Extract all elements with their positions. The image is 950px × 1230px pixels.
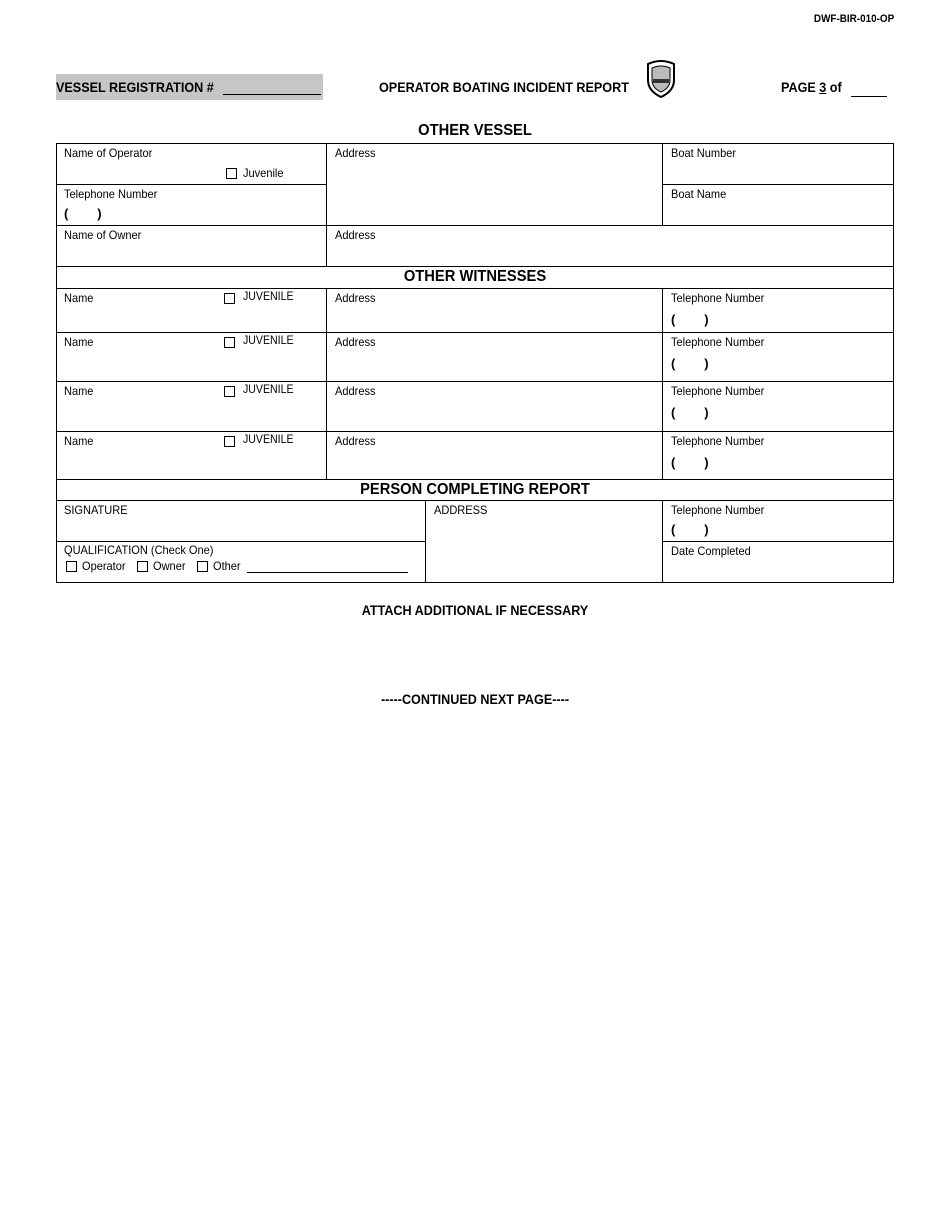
of-label: of <box>829 79 842 95</box>
witness-address-field[interactable] <box>326 332 663 382</box>
witness-juvenile-label: JUVENILE <box>243 434 294 446</box>
page-label: PAGE <box>781 79 816 95</box>
boat-number-field[interactable] <box>662 143 894 185</box>
other-witnesses-heading: OTHER WITNESSES <box>403 268 547 285</box>
phone-parens: ( ) <box>671 356 709 371</box>
witness-address-field[interactable] <box>326 381 663 432</box>
witness-telephone-label: Telephone Number <box>671 335 765 349</box>
other-witnesses-heading-row <box>56 266 894 289</box>
boat-name-label: Boat Name <box>671 187 727 201</box>
witness-telephone-label: Telephone Number <box>671 291 765 305</box>
person-completing-heading: PERSON COMPLETING REPORT <box>360 481 590 498</box>
owner-option-label: Owner <box>153 559 186 573</box>
witness-name-field[interactable] <box>56 431 327 480</box>
witness-address-label: Address <box>335 434 376 448</box>
form-id: DWF-BIR-010-OP <box>813 13 894 25</box>
witness-address-label: Address <box>335 335 376 349</box>
operator-name-label: Name of Operator <box>64 146 153 160</box>
witness-address-label: Address <box>335 384 376 398</box>
report-title: OPERATOR BOATING INCIDENT REPORT <box>379 79 629 95</box>
witness-juvenile-checkbox[interactable] <box>224 436 235 447</box>
owner-name-label: Name of Owner <box>64 228 142 242</box>
witness-address-field[interactable] <box>326 288 663 333</box>
date-completed-label: Date Completed <box>671 544 751 558</box>
registration-blank <box>223 94 321 95</box>
vessel-registration-field[interactable] <box>56 74 323 100</box>
other-vessel-heading: OTHER VESSEL <box>418 122 532 139</box>
phone-parens: ( ) <box>671 405 709 420</box>
owner-checkbox[interactable] <box>137 561 148 572</box>
witness-name-field[interactable] <box>56 381 327 432</box>
completer-address-label: ADDRESS <box>434 503 488 517</box>
witness-juvenile-checkbox[interactable] <box>224 337 235 348</box>
signature-field[interactable] <box>56 500 426 542</box>
juvenile-label: Juvenile <box>243 166 284 180</box>
witness-telephone-label: Telephone Number <box>671 384 765 398</box>
witness-name-field[interactable] <box>56 332 327 382</box>
completer-telephone-field[interactable] <box>662 500 894 542</box>
attach-note: ATTACH ADDITIONAL IF NECESSARY <box>361 602 589 618</box>
witness-telephone-label: Telephone Number <box>671 434 765 448</box>
juvenile-checkbox[interactable] <box>226 168 237 179</box>
agency-seal-logo <box>645 60 677 98</box>
witness-telephone-field[interactable] <box>662 381 894 432</box>
address-label: Address <box>335 146 376 160</box>
page-number: 3 <box>819 79 827 95</box>
person-completing-heading-row <box>56 479 894 501</box>
witness-juvenile-label: JUVENILE <box>243 291 294 303</box>
witness-name-label: Name <box>64 335 94 349</box>
telephone-label: Telephone Number <box>64 187 158 201</box>
telephone-label: Telephone Number <box>671 503 765 517</box>
operator-name-field[interactable] <box>56 143 327 185</box>
owner-address-field[interactable] <box>326 225 894 267</box>
operator-checkbox[interactable] <box>66 561 77 572</box>
witness-juvenile-checkbox[interactable] <box>224 386 235 397</box>
witness-name-label: Name <box>64 291 94 305</box>
witness-address-field[interactable] <box>326 431 663 480</box>
date-completed-field[interactable] <box>662 541 894 583</box>
witness-juvenile-label: JUVENILE <box>243 384 294 396</box>
phone-parens: ( ) <box>64 206 102 221</box>
phone-parens: ( ) <box>671 455 709 470</box>
vessel-registration-label: VESSEL REGISTRATION # <box>56 79 214 95</box>
operator-address-field[interactable] <box>326 143 663 226</box>
other-checkbox[interactable] <box>197 561 208 572</box>
witness-name-label: Name <box>64 434 94 448</box>
other-option-label: Other <box>213 559 241 573</box>
continued-note: -----CONTINUED NEXT PAGE---- <box>380 691 570 707</box>
operator-telephone-field[interactable] <box>56 184 327 226</box>
witness-address-label: Address <box>335 291 376 305</box>
signature-label: SIGNATURE <box>64 503 128 517</box>
witness-telephone-field[interactable] <box>662 431 894 480</box>
boat-name-field[interactable] <box>662 184 894 226</box>
page-indicator <box>781 79 842 95</box>
witness-name-label: Name <box>64 384 94 398</box>
phone-parens: ( ) <box>671 312 709 327</box>
owner-address-label: Address <box>335 228 376 242</box>
operator-option-label: Operator <box>82 559 126 573</box>
witness-juvenile-label: JUVENILE <box>243 335 294 347</box>
completer-address-field[interactable] <box>425 500 663 583</box>
total-pages-blank[interactable] <box>851 96 887 97</box>
owner-name-field[interactable] <box>56 225 327 267</box>
witness-telephone-field[interactable] <box>662 288 894 333</box>
boat-number-label: Boat Number <box>671 146 737 160</box>
witness-name-field[interactable] <box>56 288 327 333</box>
other-specify-blank[interactable] <box>247 572 408 573</box>
witness-telephone-field[interactable] <box>662 332 894 382</box>
qualification-field <box>56 541 426 583</box>
witness-juvenile-checkbox[interactable] <box>224 293 235 304</box>
phone-parens: ( ) <box>671 522 709 537</box>
qualification-label: QUALIFICATION (Check One) <box>64 543 214 557</box>
